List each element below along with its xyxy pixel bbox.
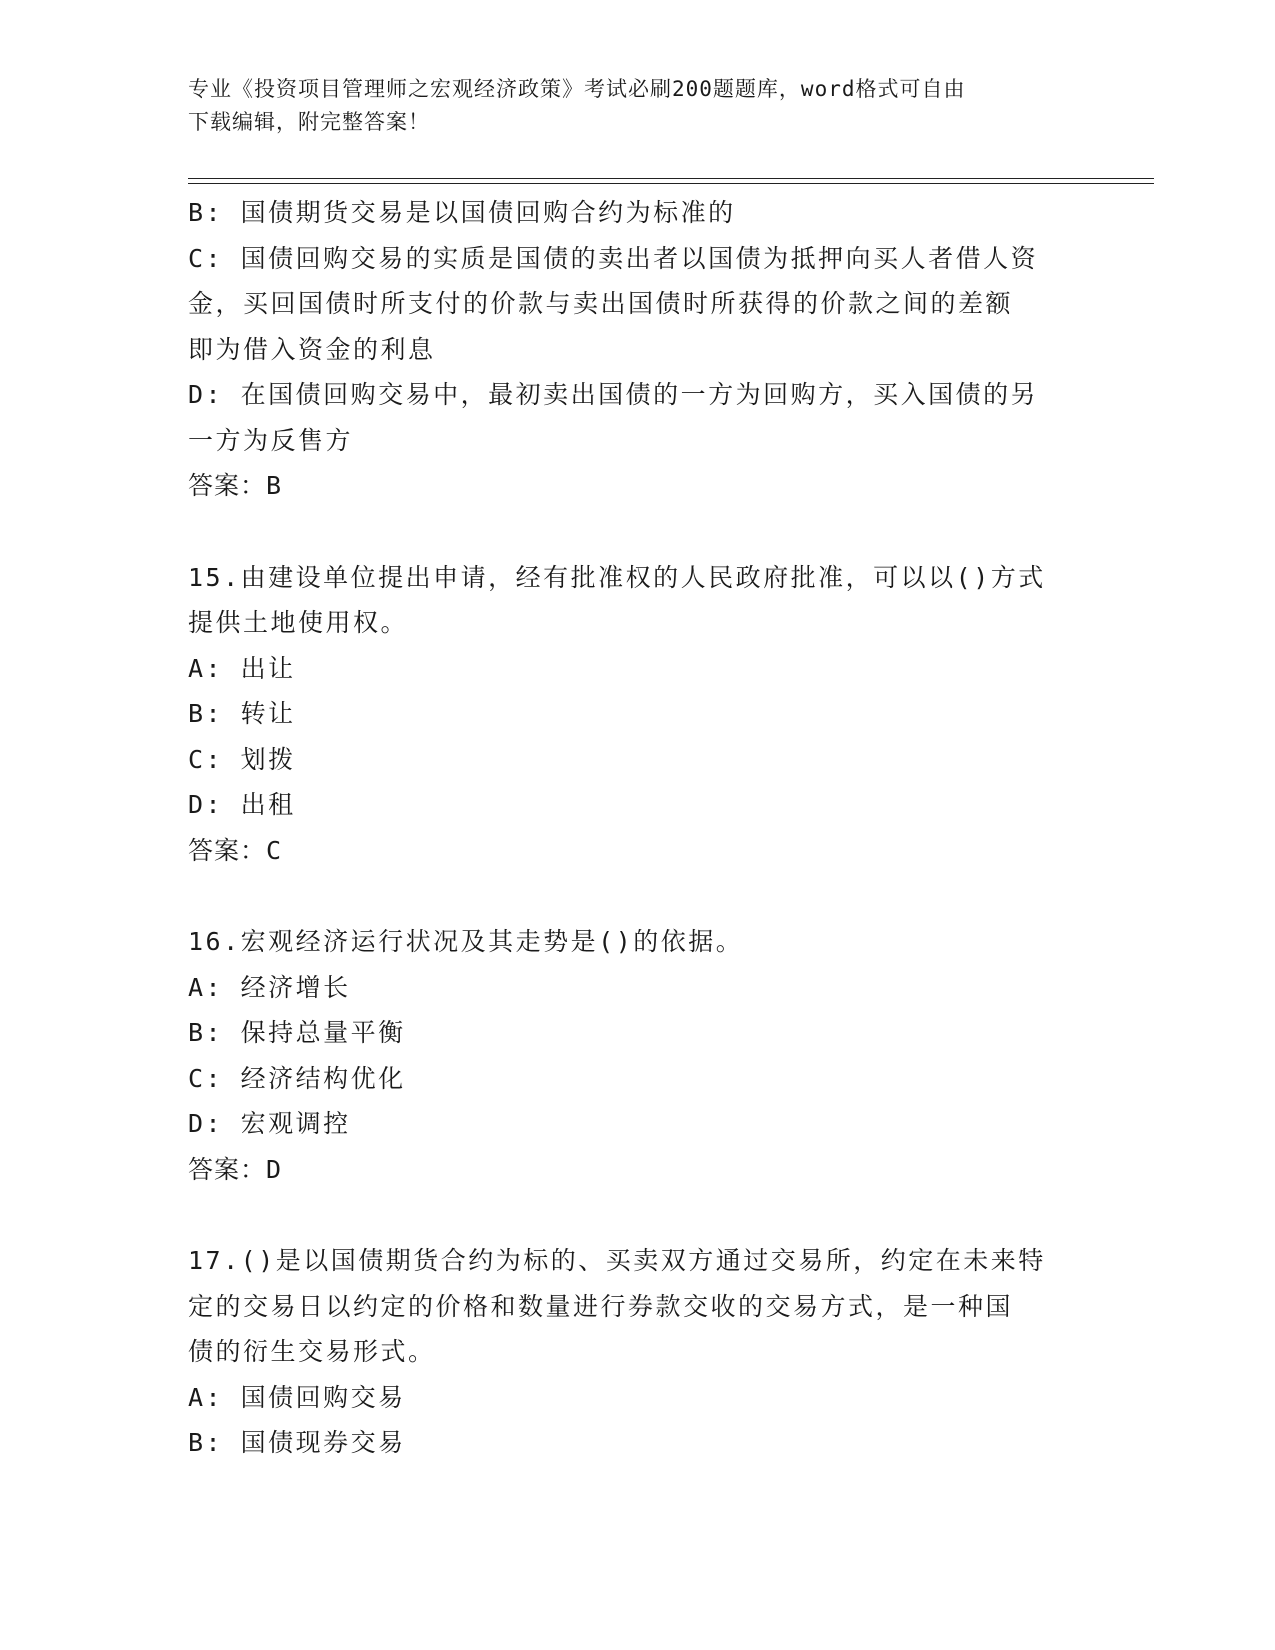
q17-stem-line-1: 17.()是以国债期货合约为标的、买卖双方通过交易所，约定在未来特 bbox=[188, 1246, 1046, 1275]
q16-stem-line-1: 16.宏观经济运行状况及其走势是()的依据。 bbox=[188, 927, 744, 956]
q17-stem-line-2: 定的交易日以约定的价格和数量进行券款交收的交易方式，是一种国 bbox=[188, 1291, 1014, 1321]
q15-option-d: D: 出租 bbox=[188, 790, 296, 819]
q16-option-b: B: 保持总量平衡 bbox=[188, 1018, 406, 1047]
q15-answer: 答案：C bbox=[188, 835, 283, 865]
q16-option-d: D: 宏观调控 bbox=[188, 1109, 351, 1138]
q16-option-c: C: 经济结构优化 bbox=[188, 1063, 406, 1093]
question-14-block bbox=[188, 190, 1078, 509]
q17-stem-line-3: 债的衍生交易形式。 bbox=[188, 1337, 436, 1366]
q15-option-a: A: 出让 bbox=[188, 653, 296, 683]
q15-stem-line-1: 15.由建设单位提出申请，经有批准权的人民政府批准，可以以()方式 bbox=[188, 562, 1046, 592]
q14-option-c-line-3: 即为借入资金的利息 bbox=[188, 334, 436, 364]
question-16-block bbox=[188, 919, 1078, 1192]
spacer bbox=[188, 873, 1078, 919]
header-rule-bottom bbox=[188, 183, 1154, 184]
question-15-block bbox=[188, 555, 1078, 874]
q14-answer: 答案：B bbox=[188, 471, 283, 500]
q15-stem-line-2: 提供土地使用权。 bbox=[188, 608, 409, 637]
document-body bbox=[188, 190, 1078, 1466]
q16-answer: 答案：D bbox=[188, 1154, 283, 1184]
q17-option-b: B: 国债现券交易 bbox=[188, 1428, 406, 1457]
document-header bbox=[188, 73, 1068, 139]
q15-option-b: B: 转让 bbox=[188, 699, 296, 728]
spacer bbox=[188, 1192, 1078, 1238]
q14-option-c-line-2: 金，买回国债时所支付的价款与卖出国债时所获得的价款之间的差额 bbox=[188, 289, 1014, 318]
q14-option-d-line-1: D: 在国债回购交易中，最初卖出国债的一方为回购方，买入国债的另 bbox=[188, 380, 1039, 409]
q14-option-b: B: 国债期货交易是以国债回购合约为标准的 bbox=[188, 198, 736, 227]
header-rule-top bbox=[188, 178, 1154, 179]
q15-option-c: C: 划拨 bbox=[188, 744, 296, 774]
question-17-block bbox=[188, 1238, 1078, 1466]
q14-option-c-line-1: C: 国债回购交易的实质是国债的卖出者以国债为抵押向买人者借人资 bbox=[188, 243, 1039, 273]
header-line-2: 下载编辑，附完整答案！ bbox=[188, 110, 430, 134]
q16-option-a: A: 经济增长 bbox=[188, 972, 351, 1002]
header-line-1: 专业《投资项目管理师之宏观经济政策》考试必刷200题题库，word格式可自由 bbox=[188, 77, 966, 101]
q17-option-a: A: 国债回购交易 bbox=[188, 1382, 406, 1412]
spacer bbox=[188, 509, 1078, 555]
q14-option-d-line-2: 一方为反售方 bbox=[188, 425, 354, 455]
